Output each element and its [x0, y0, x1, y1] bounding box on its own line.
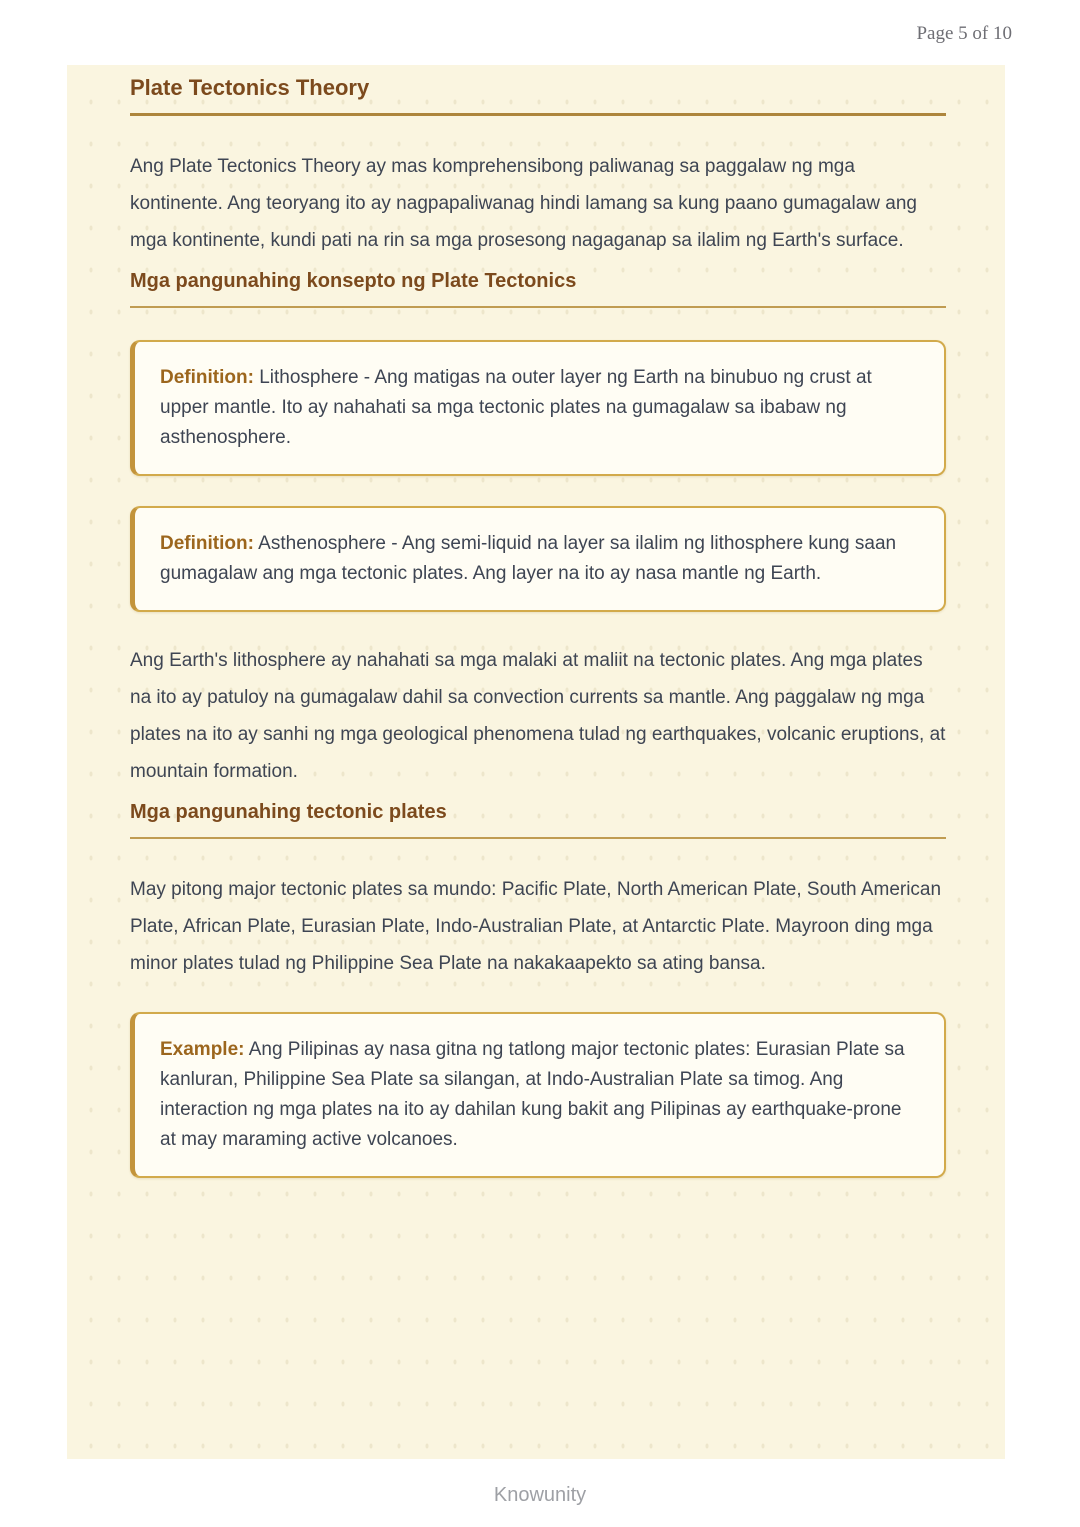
footer-brand: Knowunity	[493, 1484, 587, 1506]
concepts-body-paragraph: Ang Earth's lithosphere ay nahahati sa mga malaki at maliit na tectonic plates. Ang mga plates na ito ay patuloy na gumagalaw dahil sa convection currents sa mantle. Ang paggalaw ng mga plates na ito ay sanhi ng mga geological phenomena tulad ng earthquakes, volcanic eruptions, at mountain formation.	[130, 649, 946, 782]
section-rule	[130, 837, 946, 839]
intro-paragraph: Ang Plate Tectonics Theory ay mas komprehensibong paliwanag sa paggalaw ng mga kontinente. Ang teoryang ito ay nagpapaliwanag hindi lamang sa kung paano gumagalaw ang mga kontinente, kundi pati na rin sa mga prosesong nagaganap sa ilalim ng Earth's surface.	[130, 155, 917, 251]
callout-text	[160, 1035, 920, 1155]
example-callout	[130, 1012, 946, 1178]
callout-body: Asthenosphere - Ang semi-liquid na layer sa ilalim ng lithosphere kung saan gumagalaw ang mga tectonic plates. Ang layer na ito ay nasa mantle ng Earth.	[160, 532, 897, 584]
definition-callout	[130, 340, 946, 476]
section-heading-concepts: Mga pangunahing konsepto ng Plate Tectonics	[130, 269, 577, 292]
section-plates	[130, 799, 946, 1178]
callout-body: Lithosphere - Ang matigas na outer layer ng Earth na binubuo ng crust at upper mantle. Ito ay nahahati sa mga tectonic plates na gumagalaw sa ibabaw ng asthenosphere.	[160, 366, 872, 448]
callout-label: Definition:	[160, 366, 254, 388]
notes-card	[67, 65, 1005, 1459]
page-title: Plate Tectonics Theory	[130, 75, 370, 100]
callout-body: Ang Pilipinas ay nasa gitna ng tatlong major tectonic plates: Eurasian Plate sa kanluran, Philippine Sea Plate sa silangan, at Indo-Australian Plate sa timog. Ang interaction ng mga plates na ito ay dahilan kung bakit ang Pilipinas ay earthquake-prone at may maraming active volcanoes.	[160, 1038, 905, 1150]
plates-body-paragraph: May pitong major tectonic plates sa mundo: Pacific Plate, North American Plate, South American Plate, African Plate, Eurasian Plate, Indo-Australian Plate, at Antarctic Plate. Mayroon ding mga minor plates tulad ng Philippine Sea Plate na nakakaapekto sa ating bansa.	[130, 878, 942, 974]
page-number: Page 5 of 10	[916, 23, 1012, 44]
section-concepts	[130, 268, 946, 790]
callout-label: Example:	[160, 1038, 245, 1060]
callout-label: Definition:	[160, 532, 254, 554]
section-rule	[130, 306, 946, 308]
callout-text	[160, 529, 920, 589]
title-rule	[130, 113, 946, 116]
definition-callout	[130, 506, 946, 612]
section-heading-plates: Mga pangunahing tectonic plates	[130, 800, 447, 823]
callout-text	[160, 363, 920, 453]
